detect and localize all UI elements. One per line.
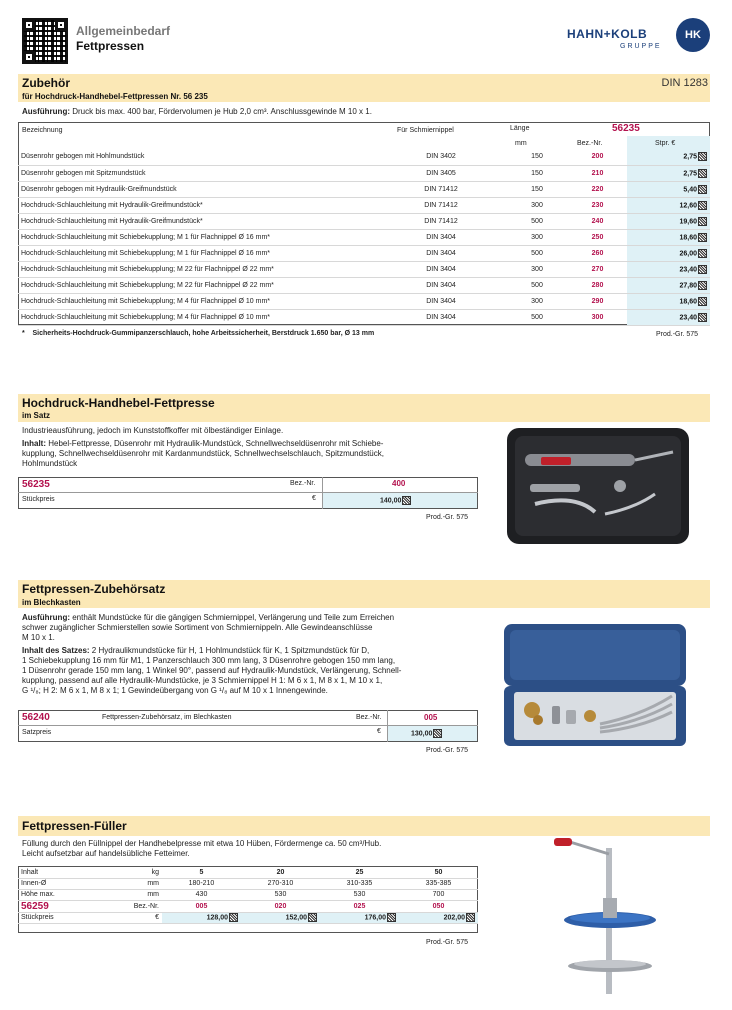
cell-beznr: 025 <box>320 900 399 912</box>
section-subtitle-zubehoer: für Hochdruck-Handhebel-Fettpressen Nr. 56 235 <box>22 92 208 101</box>
section1-description: Ausführung: Druck bis max. 400 bar, Fördervolumen je Hub 2,0 cm³. Anschlussgewinde M 10 x 1. <box>22 107 372 116</box>
cell-innen: 180-210 <box>162 878 241 889</box>
row-price <box>18 912 478 923</box>
cell-hoehe: 530 <box>320 889 399 900</box>
cell-beznr: 220 <box>568 181 627 197</box>
cell-beznr: 240 <box>568 213 627 229</box>
beznr-label: Bez.-Nr. <box>356 714 382 721</box>
cell-laenge: 300 <box>506 261 568 277</box>
cell-schmiernippel: DIN 3404 <box>376 245 506 261</box>
row-innen <box>18 878 478 889</box>
unit: kg <box>82 867 162 878</box>
cell-schmiernippel: DIN 3405 <box>376 165 506 181</box>
cell-kg: 20 <box>241 867 320 878</box>
cell-price: 5,40 <box>627 181 710 197</box>
cell-price: 176,00 <box>320 912 399 923</box>
row-label: Inhalt <box>18 867 82 878</box>
cell-laenge: 150 <box>506 149 568 165</box>
article-number-56235: 56235 <box>612 123 640 134</box>
table-fueller <box>18 867 478 924</box>
cell-bezeichnung: Hochdruck-Schlauchleitung mit Schiebekupplung; M 1 für Flachnippel Ø 16 mm* <box>18 245 376 261</box>
cell-bezeichnung: Düsenrohr gebogen mit Hydraulik-Greifmundstück <box>18 181 376 197</box>
section-title-zubehoersatz: Fettpressen-Zubehörsatz <box>22 582 166 596</box>
cell-bezeichnung: Düsenrohr gebogen mit Hohlmundstück <box>18 149 376 165</box>
cell-bezeichnung: Düsenrohr gebogen mit Spitzmundstück <box>18 165 376 181</box>
currency: € <box>82 912 162 923</box>
col-header-beznr: Bez.-Nr. <box>577 140 603 147</box>
prodgr-2: Prod.-Gr. 575 <box>426 514 469 521</box>
section3-inhalt: Inhalt des Satzes: 2 Hydraulikmundstücke für H, 1 Hohlmundstück für K, 1 Spitzmundstück für D, 1 Schiebekupplung 16 mm für M1, 1 Panzerschlauch 300 mm lang, 3 Düsenrohre gebogen 150 mm lang, 1 Düsenrohr gerade 150 mm lang, 1 Winkel 90°, passend auf Hydraulik-Mundstück, Verlängerung, Schnell- kupplung, passend auf alle Hydraulik-Mundstücke, je 3 Schmiernippel H 1: M 6 x 1, M 8 x 1, M 10 x 1, G ¹/₈; H 2: M 6 x 1, M 8 x 1; 1 Gewindeübergang von G ¹/₈ auf M 10 x 1 Innengewinde. <box>22 646 402 695</box>
company-logo: HAHN+KOLB <box>567 27 648 41</box>
unit: mm <box>82 889 162 900</box>
cell-kg: 5 <box>162 867 241 878</box>
cell-beznr: 005 <box>162 900 241 912</box>
prodgr-4: Prod.-Gr. 575 <box>426 939 469 946</box>
cell-bezeichnung: Hochdruck-Schlauchleitung mit Schiebekupplung; M 4 für Flachnippel Ø 10 mm* <box>18 293 376 309</box>
beznr-label: Bez.-Nr. <box>290 480 316 487</box>
cell-price: 23,40 <box>627 261 710 277</box>
unit: mm <box>82 878 162 889</box>
grease-filler-image <box>540 838 680 998</box>
table-row <box>18 149 710 165</box>
section-subtitle-zubehoersatz: im Blechkasten <box>22 598 81 607</box>
cell-price: 152,00 <box>241 912 320 923</box>
table-row <box>18 181 710 197</box>
currency: € <box>312 495 316 502</box>
cell-laenge: 500 <box>506 213 568 229</box>
table-row <box>18 165 710 181</box>
cell-beznr: 230 <box>568 197 627 213</box>
cell-beznr: 280 <box>568 277 627 293</box>
cell-price: 27,80 <box>627 277 710 293</box>
table-row <box>18 197 710 213</box>
price-label: Stückpreis <box>22 496 55 503</box>
price-label: Satzpreis <box>22 729 52 736</box>
table-row <box>18 277 710 293</box>
cell-price: 128,00 <box>162 912 241 923</box>
beznr-value: 400 <box>392 479 406 488</box>
cell-beznr: 050 <box>399 900 478 912</box>
cell-price: 18,60 <box>627 229 710 245</box>
cell-schmiernippel: DIN 71412 <box>376 181 506 197</box>
row-label: Höhe max. <box>18 889 82 900</box>
cell-price: 23,40 <box>627 309 710 325</box>
price-value: 140,00 <box>380 496 411 505</box>
cell-laenge: 300 <box>506 197 568 213</box>
cell-laenge: 300 <box>506 229 568 245</box>
cell-price: 2,75 <box>627 149 710 165</box>
row-hoehe <box>18 889 478 900</box>
cell-price: 2,75 <box>627 165 710 181</box>
cell-laenge: 500 <box>506 277 568 293</box>
cell-hoehe: 530 <box>241 889 320 900</box>
table-row <box>18 229 710 245</box>
cell-beznr: 260 <box>568 245 627 261</box>
header-subcategory: Fettpressen <box>76 39 145 53</box>
cell-innen: 335-385 <box>399 878 478 889</box>
cell-beznr: 300 <box>568 309 627 325</box>
section-subtitle-handhebel: im Satz <box>22 411 51 420</box>
article-number-56235-set: 56235 <box>22 479 50 490</box>
section2-description: Industrieausführung, jedoch im Kunststoffkoffer mit ölbeständiger Einlage. <box>22 426 284 435</box>
table-row <box>18 245 710 261</box>
section-title-zubehoer: Zubehör <box>22 76 70 90</box>
cell-price: 202,00 <box>399 912 478 923</box>
table-row <box>18 261 710 277</box>
cell-laenge: 150 <box>506 181 568 197</box>
footnote: * Sicherheits-Hochdruck-Gummipanzerschlauch, hohe Arbeitssicherheit, Berstdruck 1.650 bar, Ø 13 mm <box>22 330 375 337</box>
cell-schmiernippel: DIN 71412 <box>376 197 506 213</box>
col-header-price: Stpr. € <box>655 140 676 147</box>
col-header-laenge: Länge <box>510 125 530 132</box>
col-header-schmiernippel: Für Schmiernippel <box>397 127 454 134</box>
din-norm: DIN 1283 <box>661 77 708 89</box>
cell-bezeichnung: Hochdruck-Schlauchleitung mit Schiebekupplung; M 4 für Flachnippel Ø 10 mm* <box>18 309 376 325</box>
prodgr-3: Prod.-Gr. 575 <box>426 747 469 754</box>
cell-bezeichnung: Hochdruck-Schlauchleitung mit Schiebekupplung; M 22 für Flachnippel Ø 22 mm* <box>18 277 376 293</box>
header-category: Allgemeinbedarf <box>76 24 171 38</box>
cell-beznr: 290 <box>568 293 627 309</box>
price-label: Stückpreis <box>18 912 82 923</box>
beznr-label: Bez.-Nr. <box>82 900 162 912</box>
cell-kg: 50 <box>399 867 478 878</box>
article-number-56259: 56259 <box>18 900 82 912</box>
cell-beznr: 200 <box>568 149 627 165</box>
section3-description: Ausführung: enthält Mundstücke für die gängigen Schmiernippel, Verlängerung und Teile zum Erreichen schwer zugänglicher Schmierstellen sowie Sortiment von Schmiernippeln. Alle Gewindeanschlüsse M 10 x 1. <box>22 613 395 642</box>
cell-kg: 25 <box>320 867 399 878</box>
table-row <box>18 293 710 309</box>
cell-price: 26,00 <box>627 245 710 261</box>
currency: € <box>377 728 381 735</box>
section-title-handhebel: Hochdruck-Handhebel-Fettpresse <box>22 396 215 410</box>
cell-innen: 270-310 <box>241 878 320 889</box>
article-number-56240: 56240 <box>22 712 50 723</box>
prodgr-1: Prod.-Gr. 575 <box>656 331 699 338</box>
price-value: 130,00 <box>411 729 442 738</box>
cell-laenge: 500 <box>506 245 568 261</box>
cell-price: 18,60 <box>627 293 710 309</box>
cell-bezeichnung: Hochdruck-Schlauchleitung mit Hydraulik-Greifmundstück* <box>18 213 376 229</box>
section2-inhalt: Inhalt: Hebel-Fettpresse, Düsenrohr mit Hydraulik-Mundstück, Schnellwechseldüsenrohr mit Schiebe- kupplung, Schnellwechseldüsenrohr mit Kardanmundstück, Schnellwechselschlauch, Spitzmundstück, Hohlmundstück <box>22 439 384 468</box>
cell-laenge: 500 <box>506 309 568 325</box>
cell-innen: 310-335 <box>320 878 399 889</box>
cell-schmiernippel: DIN 71412 <box>376 213 506 229</box>
company-logo-mark: HK <box>676 18 710 52</box>
section4-description: Füllung durch den Füllnippel der Handhebelpresse mit etwa 10 Hüben, Fördermenge ca. 50 cm³/Hub. Leicht aufsetzbar auf handelsübliche Fetteimer. <box>22 839 382 858</box>
cell-bezeichnung: Hochdruck-Schlauchleitung mit Hydraulik-Greifmundstück* <box>18 197 376 213</box>
cell-laenge: 300 <box>506 293 568 309</box>
row-label: Innen-Ø <box>18 878 82 889</box>
col-header-bezeichnung: Bezeichnung <box>22 127 63 134</box>
cell-bezeichnung: Hochdruck-Schlauchleitung mit Schiebekupplung; M 22 für Flachnippel Ø 22 mm* <box>18 261 376 277</box>
cell-hoehe: 700 <box>399 889 478 900</box>
cell-schmiernippel: DIN 3404 <box>376 309 506 325</box>
cell-schmiernippel: DIN 3402 <box>376 149 506 165</box>
cell-bezeichnung: Hochdruck-Schlauchleitung mit Schiebekupplung; M 1 für Flachnippel Ø 16 mm* <box>18 229 376 245</box>
row-beznr <box>18 900 478 912</box>
row-inhalt <box>18 867 478 878</box>
cell-beznr: 250 <box>568 229 627 245</box>
product-name: Fettpressen-Zubehörsatz, im Blechkasten <box>102 714 232 721</box>
cell-hoehe: 430 <box>162 889 241 900</box>
table-row <box>18 309 710 325</box>
table-row <box>18 213 710 229</box>
cell-schmiernippel: DIN 3404 <box>376 261 506 277</box>
cell-schmiernippel: DIN 3404 <box>376 277 506 293</box>
cell-beznr: 270 <box>568 261 627 277</box>
cell-beznr: 020 <box>241 900 320 912</box>
cell-laenge: 150 <box>506 165 568 181</box>
company-logo-group: GRUPPE <box>620 43 662 50</box>
cell-schmiernippel: DIN 3404 <box>376 229 506 245</box>
cell-price: 19,60 <box>627 213 710 229</box>
qr-code <box>22 18 68 64</box>
section-title-fueller: Fettpressen-Füller <box>22 819 127 833</box>
cell-schmiernippel: DIN 3404 <box>376 293 506 309</box>
beznr-value: 005 <box>424 713 438 722</box>
col-header-laenge-unit: mm <box>515 140 527 147</box>
accessory-set-case-image <box>500 620 690 750</box>
cell-beznr: 210 <box>568 165 627 181</box>
cell-price: 12,60 <box>627 197 710 213</box>
grease-gun-case-image <box>505 424 691 548</box>
table-zubehoer <box>18 149 710 326</box>
